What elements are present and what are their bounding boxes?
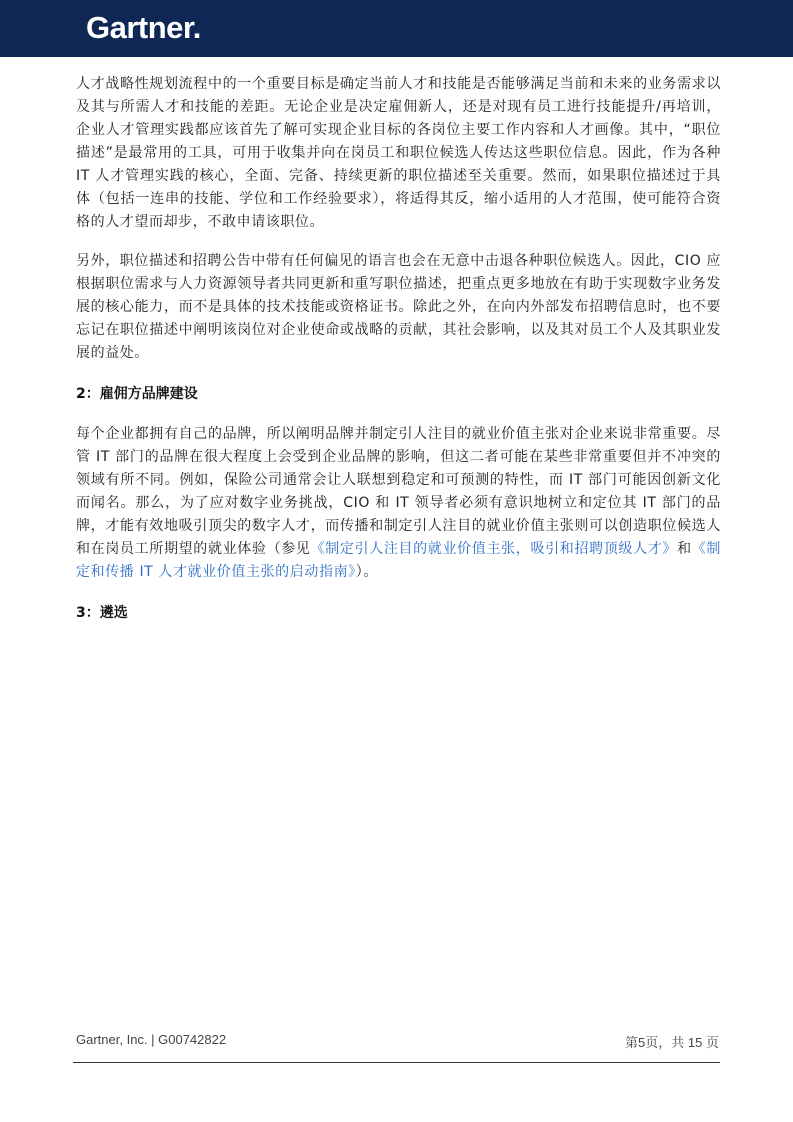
page-number	[625, 1032, 719, 1051]
page-content	[76, 73, 721, 642]
footer-company-doc-id: Gartner, Inc. | G00742822	[76, 1032, 227, 1047]
logo-text: Gartner	[86, 10, 193, 45]
header-bar	[0, 0, 793, 57]
page-prefix: 第	[625, 1035, 639, 1050]
paragraph-employer-brand-text: 每个企业都拥有自己的品牌，所以阐明品牌并制定引人注目的就业价值主张对企业来说非常重要。尽管 IT 部门的品牌在很大程度上会受到企业品牌的影响，但这二者可能在某些非常重要但并不冲突的领域有所不同。例如，保险公司通常会让人联想到稳定和可预测的特性，而 IT 部门可能因创新文化而闻名。那么，为了应对数字业务挑战，CIO 和 IT 领导者必须有意识地树立和定位其 IT 部门的品牌，才能有效地吸引顶尖的数字人才，而传播和制定引人注目的就业价值主张则可以创造职位候选人和在岗员工所期望的就业体验（参见	[76, 426, 721, 557]
page-suffix: 页	[702, 1035, 719, 1050]
page-total: 15	[687, 1035, 703, 1050]
paragraph-closing: ）。	[355, 564, 378, 580]
paragraph-talent-planning: 人才战略性规划流程中的一个重要目标是确定当前人才和技能是否能够满足当前和未来的业务需求以及其与所需人才和技能的差距。无论企业是决定雇佣新人，还是对现有员工进行技能提升/再培训，企业人才管理实践都应该首先了解可实现企业目标的各岗位主要工作内容和人才画像。其中，“职位描述”是最常用的工具，可用于收集并向在岗员工和职位候选人传达这些职位信息。因此，作为各种 IT 人才管理实践的核心，全面、完备、持续更新的职位描述至关重要。然而，如果职位描述过于具体（包括一连串的技能、学位和工作经验要求），将适得其反，缩小适用的人才范围，使可能符合资格的人才望而却步，不敢申请该职位。	[76, 76, 721, 230]
paragraph-conjunction: 和	[677, 541, 692, 557]
paragraph-job-description-bias: 另外，职位描述和招聘公告中带有任何偏见的语言也会在无意中击退各种职位候选人。因此，CIO 应根据职位需求与人力资源领导者共同更新和重写职位描述，把重点更多地放在有助于实现数字业务发展的核心能力，而不是具体的技术技能或资格证书。除此之外，在向内外部发布招聘信息时，也不要忘记在职位描述中阐明该岗位对企业使命或战略的贡献，其社会影响，以及其对员工个人及其职业发展的益处。	[76, 253, 721, 361]
gartner-logo[interactable]	[86, 9, 201, 47]
page-middle: 页，共	[645, 1035, 688, 1050]
section-heading-employer-brand: 2：雇佣方品牌建设	[76, 386, 198, 402]
link-compelling-evp[interactable]: 《制定引人注目的就业价值主张，吸引和招聘顶级人才》	[310, 541, 678, 557]
link-evp-starter-guide[interactable]: 《制定和传播 IT 人才就业价值主张的启动指南》	[76, 541, 721, 580]
footer-divider	[73, 1062, 720, 1063]
page-footer	[76, 1032, 719, 1052]
logo-dot: .	[192, 10, 201, 45]
paragraph-employer-brand	[76, 423, 721, 584]
page-current: 5	[638, 1035, 646, 1050]
section-heading-selection: 3：遴选	[76, 605, 128, 621]
